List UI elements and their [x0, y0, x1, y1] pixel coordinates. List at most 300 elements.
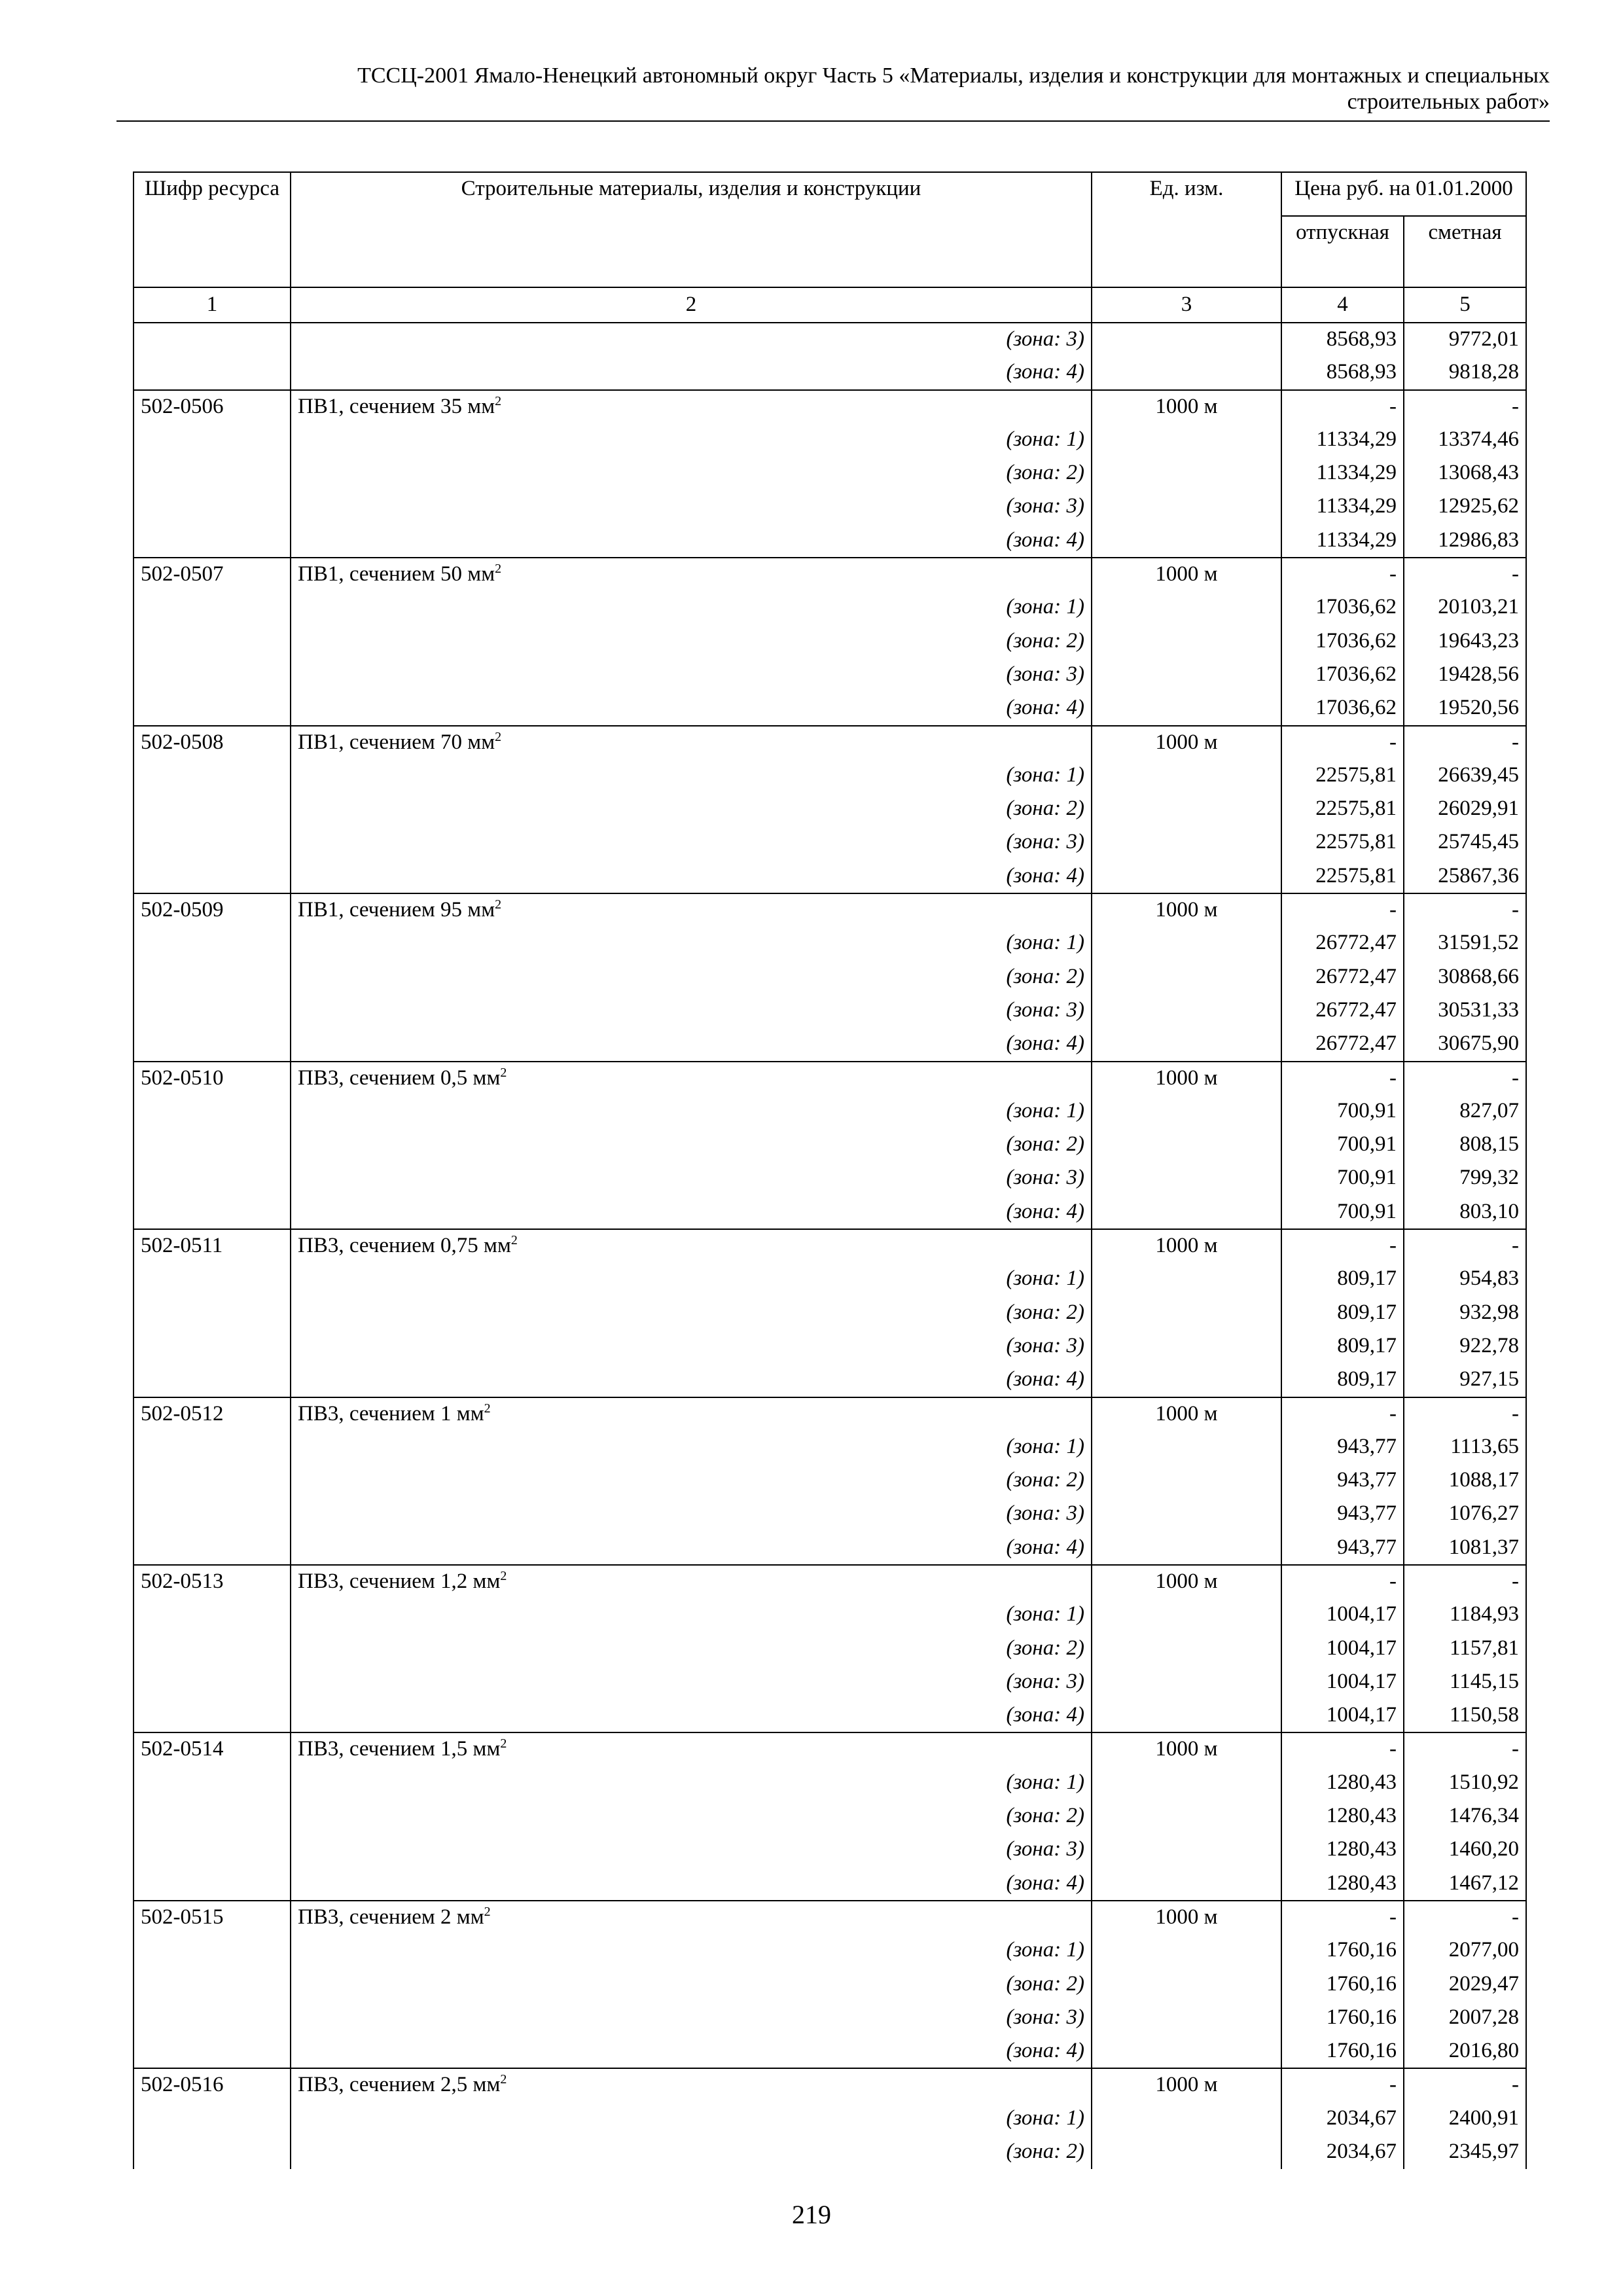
estimate-price: 12925,62 — [1404, 490, 1526, 524]
estimate-price: 2345,97 — [1404, 2136, 1526, 2169]
zone-label: (зона: 2) — [291, 2136, 1092, 2169]
zone-row — [134, 323, 1526, 356]
unit-cell — [1092, 2035, 1281, 2068]
unit-cell — [1092, 1431, 1281, 1464]
release-price: 2034,67 — [1281, 2136, 1404, 2169]
zone-row — [134, 2035, 1526, 2068]
code-cell — [134, 356, 291, 389]
zone-label: (зона: 3) — [291, 1162, 1092, 1195]
item-row — [134, 893, 1526, 927]
header-line-2: строительных работ» — [1347, 90, 1550, 114]
unit-cell: 1000 м — [1092, 726, 1281, 759]
code-cell — [134, 793, 291, 826]
release-price: 809,17 — [1281, 1297, 1404, 1330]
code-cell — [134, 994, 291, 1028]
unit-superscript: 2 — [484, 1904, 491, 1919]
estimate-price: 1145,15 — [1404, 1666, 1526, 1699]
estimate-price: 13068,43 — [1404, 457, 1526, 490]
header-name: Строительные материалы, изделия и конструкции — [291, 172, 1092, 287]
zone-label: (зона: 3) — [291, 2001, 1092, 2035]
zone-row — [134, 1095, 1526, 1128]
unit-superscript: 2 — [510, 1233, 518, 1248]
estimate-price: - — [1404, 1565, 1526, 1598]
unit-superscript: 2 — [484, 1401, 491, 1416]
release-price: 17036,62 — [1281, 658, 1404, 692]
column-number: 5 — [1404, 287, 1526, 323]
item-name — [291, 1732, 1092, 1766]
estimate-price: 1113,65 — [1404, 1431, 1526, 1464]
estimate-price: 1476,34 — [1404, 1800, 1526, 1833]
zone-row — [134, 860, 1526, 893]
code-cell — [134, 490, 291, 524]
resource-code: 502-0514 — [134, 1732, 291, 1766]
unit-cell — [1092, 2001, 1281, 2035]
unit-cell — [1092, 1498, 1281, 1531]
code-cell — [134, 826, 291, 859]
estimate-price: 19643,23 — [1404, 625, 1526, 658]
release-price: 1280,43 — [1281, 1767, 1404, 1800]
item-row — [134, 390, 1526, 423]
zone-row — [134, 793, 1526, 826]
resource-code: 502-0513 — [134, 1565, 291, 1598]
unit-cell — [1092, 2136, 1281, 2169]
item-name-text: ПВ1, сечением 35 мм — [298, 394, 495, 418]
code-cell — [134, 1767, 291, 1800]
resource-code: 502-0511 — [134, 1229, 291, 1263]
zone-label: (зона: 3) — [291, 994, 1092, 1028]
estimate-price: 2029,47 — [1404, 1968, 1526, 2001]
estimate-price: - — [1404, 558, 1526, 591]
zone-row — [134, 457, 1526, 490]
unit-cell — [1092, 1464, 1281, 1498]
release-price: 8568,93 — [1281, 356, 1404, 389]
header-price-release: отпускная — [1281, 216, 1404, 287]
estimate-price: 1150,58 — [1404, 1699, 1526, 1732]
estimate-price: 1081,37 — [1404, 1532, 1526, 1565]
unit-cell — [1092, 1095, 1281, 1128]
unit-cell — [1092, 1598, 1281, 1632]
code-cell — [134, 1934, 291, 1967]
item-row — [134, 1397, 1526, 1431]
unit-cell — [1092, 625, 1281, 658]
zone-row — [134, 1833, 1526, 1867]
zone-label: (зона: 3) — [291, 323, 1092, 356]
unit-cell: 1000 м — [1092, 893, 1281, 927]
release-price: - — [1281, 1062, 1404, 1095]
zone-row — [134, 1699, 1526, 1732]
code-cell — [134, 1431, 291, 1464]
zone-label: (зона: 4) — [291, 1363, 1092, 1397]
unit-cell — [1092, 524, 1281, 558]
unit-superscript: 2 — [495, 729, 502, 744]
release-price: 17036,62 — [1281, 692, 1404, 725]
zone-row — [134, 2136, 1526, 2169]
zone-row — [134, 423, 1526, 457]
item-name-text: ПВ3, сечением 1 мм — [298, 1401, 484, 1426]
unit-cell — [1092, 323, 1281, 356]
unit-cell — [1092, 793, 1281, 826]
unit-superscript: 2 — [495, 393, 502, 408]
zone-label: (зона: 1) — [291, 1598, 1092, 1632]
unit-cell — [1092, 1162, 1281, 1195]
unit-cell — [1092, 961, 1281, 994]
zone-row — [134, 1431, 1526, 1464]
unit-superscript: 2 — [495, 562, 502, 577]
release-price: 11334,29 — [1281, 524, 1404, 558]
code-cell — [134, 2001, 291, 2035]
zone-row — [134, 1464, 1526, 1498]
item-row — [134, 1229, 1526, 1263]
estimate-price: 1184,93 — [1404, 1598, 1526, 1632]
estimate-price: 19428,56 — [1404, 658, 1526, 692]
item-name — [291, 1901, 1092, 1934]
item-name-text: ПВ3, сечением 0,75 мм — [298, 1234, 511, 1258]
estimate-price: - — [1404, 1229, 1526, 1263]
zone-label: (зона: 1) — [291, 591, 1092, 624]
zone-label: (зона: 1) — [291, 1431, 1092, 1464]
release-price: 26772,47 — [1281, 1028, 1404, 1061]
column-number: 2 — [291, 287, 1092, 323]
estimate-price: 30531,33 — [1404, 994, 1526, 1028]
item-name-text: ПВ3, сечением 1,2 мм — [298, 1569, 501, 1593]
estimate-price: 1157,81 — [1404, 1632, 1526, 1666]
unit-cell — [1092, 1128, 1281, 1162]
item-row — [134, 1062, 1526, 1095]
unit-cell — [1092, 1968, 1281, 2001]
code-cell — [134, 423, 291, 457]
estimate-price: 25745,45 — [1404, 826, 1526, 859]
release-price: 1004,17 — [1281, 1699, 1404, 1732]
unit-cell: 1000 м — [1092, 1062, 1281, 1095]
zone-label: (зона: 1) — [291, 423, 1092, 457]
release-price: 943,77 — [1281, 1498, 1404, 1531]
release-price: 26772,47 — [1281, 927, 1404, 960]
zone-row — [134, 826, 1526, 859]
estimate-price: 1510,92 — [1404, 1767, 1526, 1800]
zone-label: (зона: 2) — [291, 457, 1092, 490]
zone-label: (зона: 1) — [291, 2102, 1092, 2136]
header-price-group: Цена руб. на 01.01.2000 — [1281, 172, 1526, 216]
table-header — [134, 172, 1526, 323]
item-name — [291, 2068, 1092, 2102]
release-price: 700,91 — [1281, 1128, 1404, 1162]
zone-label: (зона: 2) — [291, 625, 1092, 658]
zone-row — [134, 994, 1526, 1028]
estimate-price: 9772,01 — [1404, 323, 1526, 356]
release-price: 17036,62 — [1281, 625, 1404, 658]
zone-label: (зона: 4) — [291, 524, 1092, 558]
unit-cell — [1092, 1297, 1281, 1330]
zone-row — [134, 524, 1526, 558]
release-price: - — [1281, 1229, 1404, 1263]
release-price: - — [1281, 1397, 1404, 1431]
unit-cell — [1092, 1532, 1281, 1565]
estimate-price: 922,78 — [1404, 1330, 1526, 1363]
item-row — [134, 726, 1526, 759]
unit-cell — [1092, 1833, 1281, 1867]
zone-label: (зона: 2) — [291, 1464, 1092, 1498]
release-price: 700,91 — [1281, 1196, 1404, 1229]
code-cell — [134, 1833, 291, 1867]
code-cell — [134, 2102, 291, 2136]
estimate-price: 932,98 — [1404, 1297, 1526, 1330]
unit-cell — [1092, 1028, 1281, 1061]
price-table — [133, 171, 1527, 2169]
unit-cell — [1092, 1666, 1281, 1699]
release-price: 22575,81 — [1281, 759, 1404, 793]
unit-cell — [1092, 1363, 1281, 1397]
item-row — [134, 2068, 1526, 2102]
zone-row — [134, 1598, 1526, 1632]
release-price: - — [1281, 1732, 1404, 1766]
unit-cell — [1092, 1263, 1281, 1296]
column-number: 4 — [1281, 287, 1404, 323]
release-price: - — [1281, 2068, 1404, 2102]
unit-cell: 1000 м — [1092, 1397, 1281, 1431]
item-row — [134, 1732, 1526, 1766]
zone-row — [134, 356, 1526, 389]
release-price: 17036,62 — [1281, 591, 1404, 624]
release-price: - — [1281, 893, 1404, 927]
zone-row — [134, 1498, 1526, 1531]
release-price: 11334,29 — [1281, 457, 1404, 490]
item-name — [291, 1397, 1092, 1431]
code-cell — [134, 1598, 291, 1632]
zone-label: (зона: 3) — [291, 658, 1092, 692]
unit-cell — [1092, 457, 1281, 490]
zone-label: (зона: 4) — [291, 692, 1092, 725]
zone-label: (зона: 4) — [291, 1532, 1092, 1565]
code-cell — [134, 759, 291, 793]
zone-row — [134, 2102, 1526, 2136]
unit-cell: 1000 м — [1092, 1732, 1281, 1766]
estimate-price: 26639,45 — [1404, 759, 1526, 793]
release-price: 22575,81 — [1281, 826, 1404, 859]
zone-row — [134, 1968, 1526, 2001]
code-cell — [134, 524, 291, 558]
unit-cell — [1092, 1934, 1281, 1967]
release-price: 26772,47 — [1281, 994, 1404, 1028]
unit-superscript: 2 — [495, 897, 502, 912]
estimate-price: 2016,80 — [1404, 2035, 1526, 2068]
item-name-text: ПВ3, сечением 1,5 мм — [298, 1737, 501, 1761]
zone-row — [134, 490, 1526, 524]
release-price: 1760,16 — [1281, 2001, 1404, 2035]
release-price: 943,77 — [1281, 1464, 1404, 1498]
unit-superscript: 2 — [500, 1568, 507, 1583]
code-cell — [134, 2136, 291, 2169]
code-cell — [134, 1800, 291, 1833]
column-number: 3 — [1092, 287, 1281, 323]
code-cell — [134, 927, 291, 960]
release-price: 809,17 — [1281, 1363, 1404, 1397]
release-price: 1760,16 — [1281, 1934, 1404, 1967]
zone-label: (зона: 2) — [291, 961, 1092, 994]
estimate-price: 9818,28 — [1404, 356, 1526, 389]
zone-label: (зона: 4) — [291, 1699, 1092, 1732]
zone-row — [134, 1800, 1526, 1833]
unit-cell — [1092, 1867, 1281, 1901]
zone-label: (зона: 4) — [291, 2035, 1092, 2068]
code-cell — [134, 1699, 291, 1732]
item-name-text: ПВ1, сечением 95 мм — [298, 898, 495, 922]
estimate-price: 13374,46 — [1404, 423, 1526, 457]
zone-row — [134, 625, 1526, 658]
release-price: 700,91 — [1281, 1162, 1404, 1195]
estimate-price: - — [1404, 390, 1526, 423]
resource-code: 502-0515 — [134, 1901, 291, 1934]
estimate-price: 30868,66 — [1404, 961, 1526, 994]
zone-row — [134, 1363, 1526, 1397]
estimate-price: 25867,36 — [1404, 860, 1526, 893]
estimate-price: 1088,17 — [1404, 1464, 1526, 1498]
estimate-price: - — [1404, 1397, 1526, 1431]
estimate-price: 803,10 — [1404, 1196, 1526, 1229]
item-name — [291, 726, 1092, 759]
code-cell — [134, 1297, 291, 1330]
item-name-text: ПВ1, сечением 70 мм — [298, 730, 495, 754]
unit-cell — [1092, 994, 1281, 1028]
unit-cell — [1092, 1330, 1281, 1363]
estimate-price: 2007,28 — [1404, 2001, 1526, 2035]
estimate-price: - — [1404, 1062, 1526, 1095]
release-price: - — [1281, 1901, 1404, 1934]
release-price: 11334,29 — [1281, 423, 1404, 457]
code-cell — [134, 1532, 291, 1565]
zone-label: (зона: 3) — [291, 1498, 1092, 1531]
code-cell — [134, 1095, 291, 1128]
zone-label: (зона: 4) — [291, 1196, 1092, 1229]
zone-row — [134, 1532, 1526, 1565]
item-name — [291, 893, 1092, 927]
estimate-price: 927,15 — [1404, 1363, 1526, 1397]
release-price: 8568,93 — [1281, 323, 1404, 356]
estimate-price: - — [1404, 1732, 1526, 1766]
column-number: 1 — [134, 287, 291, 323]
zone-label: (зона: 2) — [291, 1632, 1092, 1666]
unit-cell: 1000 м — [1092, 1565, 1281, 1598]
unit-cell — [1092, 658, 1281, 692]
release-price: 22575,81 — [1281, 860, 1404, 893]
unit-cell — [1092, 356, 1281, 389]
release-price: 1280,43 — [1281, 1833, 1404, 1867]
unit-cell — [1092, 692, 1281, 725]
zone-row — [134, 1767, 1526, 1800]
code-cell — [134, 591, 291, 624]
zone-label: (зона: 1) — [291, 1095, 1092, 1128]
zone-label: (зона: 2) — [291, 793, 1092, 826]
code-cell — [134, 1632, 291, 1666]
zone-row — [134, 1128, 1526, 1162]
release-price: 809,17 — [1281, 1330, 1404, 1363]
zone-label: (зона: 1) — [291, 927, 1092, 960]
table-body — [134, 323, 1526, 2169]
release-price: 1760,16 — [1281, 1968, 1404, 2001]
release-price: - — [1281, 390, 1404, 423]
zone-label: (зона: 1) — [291, 759, 1092, 793]
unit-cell — [1092, 591, 1281, 624]
code-cell — [134, 1363, 291, 1397]
zone-label: (зона: 2) — [291, 1800, 1092, 1833]
release-price: - — [1281, 1565, 1404, 1598]
estimate-price: 954,83 — [1404, 1263, 1526, 1296]
header-line-1: ТССЦ-2001 Ямало-Ненецкий автономный округ Часть 5 «Материалы, изделия и конструкции для монтажных и специальных — [357, 63, 1550, 88]
release-price: 22575,81 — [1281, 793, 1404, 826]
item-name — [291, 1062, 1092, 1095]
zone-label: (зона: 3) — [291, 826, 1092, 859]
estimate-price: 808,15 — [1404, 1128, 1526, 1162]
unit-cell — [1092, 1196, 1281, 1229]
release-price: 1280,43 — [1281, 1800, 1404, 1833]
zone-row — [134, 1196, 1526, 1229]
code-cell — [134, 323, 291, 356]
release-price: 809,17 — [1281, 1263, 1404, 1296]
release-price: 1004,17 — [1281, 1666, 1404, 1699]
resource-code: 502-0506 — [134, 390, 291, 423]
zone-row — [134, 1162, 1526, 1195]
estimate-price: 1467,12 — [1404, 1867, 1526, 1901]
unit-superscript: 2 — [500, 2072, 507, 2087]
release-price: 943,77 — [1281, 1532, 1404, 1565]
unit-cell — [1092, 927, 1281, 960]
release-price: 1760,16 — [1281, 2035, 1404, 2068]
estimate-price: 2077,00 — [1404, 1934, 1526, 1967]
estimate-price: 30675,90 — [1404, 1028, 1526, 1061]
resource-code: 502-0508 — [134, 726, 291, 759]
estimate-price: 1076,27 — [1404, 1498, 1526, 1531]
header-price-estimate: сметная — [1404, 216, 1526, 287]
unit-cell — [1092, 1800, 1281, 1833]
code-cell — [134, 1666, 291, 1699]
unit-cell — [1092, 1767, 1281, 1800]
item-row — [134, 1901, 1526, 1934]
code-cell — [134, 2035, 291, 2068]
zone-label: (зона: 3) — [291, 1330, 1092, 1363]
unit-cell: 1000 м — [1092, 1901, 1281, 1934]
unit-superscript: 2 — [500, 1736, 507, 1751]
code-cell — [134, 860, 291, 893]
zone-label: (зона: 3) — [291, 1666, 1092, 1699]
zone-label: (зона: 1) — [291, 1767, 1092, 1800]
resource-code: 502-0512 — [134, 1397, 291, 1431]
code-cell — [134, 1464, 291, 1498]
release-price: - — [1281, 726, 1404, 759]
zone-row — [134, 927, 1526, 960]
unit-cell: 1000 м — [1092, 2068, 1281, 2102]
estimate-price: 827,07 — [1404, 1095, 1526, 1128]
code-cell — [134, 457, 291, 490]
unit-cell: 1000 м — [1092, 390, 1281, 423]
resource-code: 502-0516 — [134, 2068, 291, 2102]
code-cell — [134, 658, 291, 692]
resource-code: 502-0510 — [134, 1062, 291, 1095]
unit-cell — [1092, 860, 1281, 893]
item-name — [291, 1229, 1092, 1263]
unit-cell — [1092, 490, 1281, 524]
code-cell — [134, 692, 291, 725]
code-cell — [134, 1330, 291, 1363]
zone-label: (зона: 2) — [291, 1128, 1092, 1162]
unit-cell — [1092, 759, 1281, 793]
code-cell — [134, 1968, 291, 2001]
zone-row — [134, 1028, 1526, 1061]
estimate-price: - — [1404, 893, 1526, 927]
estimate-price: 1460,20 — [1404, 1833, 1526, 1867]
code-cell — [134, 1028, 291, 1061]
zone-row — [134, 1330, 1526, 1363]
zone-row — [134, 1632, 1526, 1666]
zone-label: (зона: 1) — [291, 1934, 1092, 1967]
